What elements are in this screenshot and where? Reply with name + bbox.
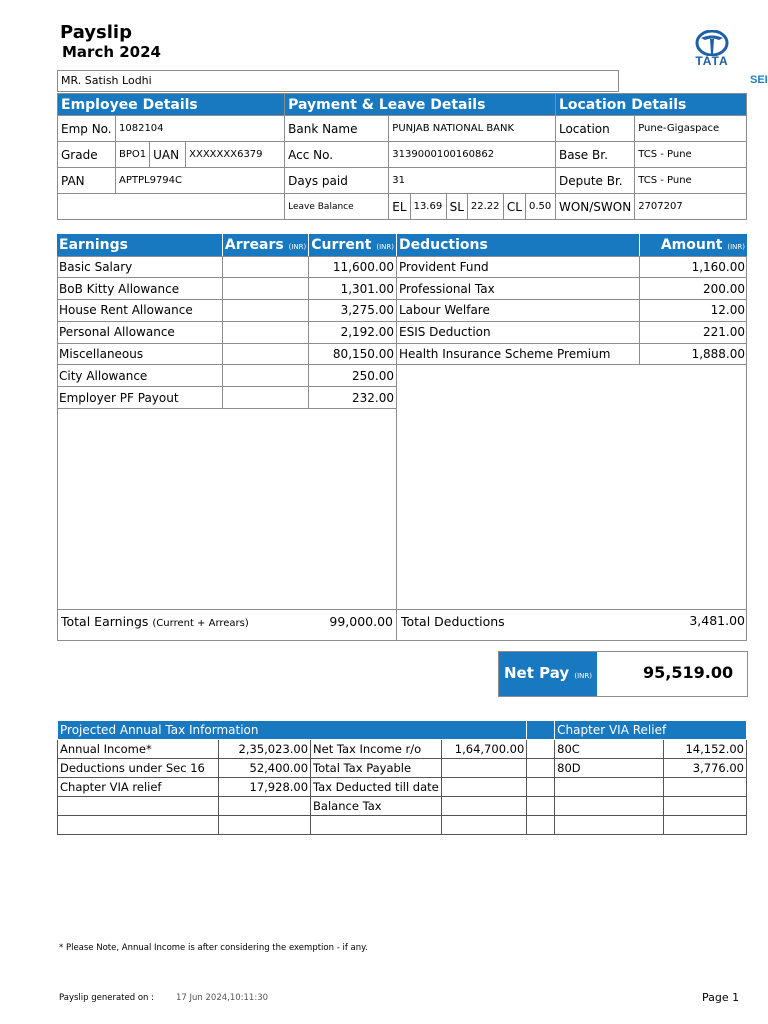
tax-info-header: Projected Annual Tax Information — [58, 721, 527, 740]
acc-no-value: 3139000100160862 — [389, 142, 556, 168]
cl-label: CL — [503, 194, 525, 220]
net-pay-box — [498, 651, 748, 697]
table-row — [58, 816, 747, 835]
earnings-table — [57, 234, 397, 409]
days-paid-value: 31 — [389, 168, 556, 194]
employee-name: MR. Satish Lodhi — [61, 74, 152, 87]
generated-timestamp: 17 Jun 2024,10:11:30 — [176, 993, 269, 1003]
emp-no-label: Emp No. — [58, 116, 116, 142]
page-title: Payslip — [60, 22, 132, 43]
earnings-header: Earnings — [57, 234, 222, 256]
arrears-header: Arrears (INR) — [222, 234, 308, 256]
table-row: BoB Kitty Allowance 1,301.00 — [57, 278, 397, 300]
bank-name-label: Bank Name — [285, 116, 389, 142]
table-row: Basic Salary 11,600.00 — [57, 256, 397, 278]
emp-no-value: 1082104 — [116, 116, 285, 142]
chapter-via-header: Chapter VIA Relief — [555, 721, 747, 740]
amount-header: Amount (INR) — [639, 234, 747, 256]
won-value: 2707207 — [635, 194, 747, 220]
side-text: SEI — [750, 74, 768, 86]
el-label: EL — [389, 194, 410, 220]
empty-cell — [58, 194, 285, 220]
table-row: Chapter VIA relief 17,928.00 Tax Deducted till date — [58, 778, 747, 797]
total-earnings-label: Total Earnings (Current + Arrears) — [61, 614, 249, 629]
table-row: Health Insurance Scheme Premium 1,888.00 — [397, 343, 747, 365]
total-deductions-value: 3,481.00 — [689, 613, 745, 628]
page-number: Page 1 — [702, 991, 740, 1004]
tata-logo — [686, 30, 738, 70]
table-row: Personal Allowance 2,192.00 — [57, 321, 397, 343]
grade-value: BPO1 — [116, 142, 150, 168]
deductions-table — [397, 234, 747, 365]
employee-details-header: Employee Details — [58, 94, 285, 116]
depute-branch-value: TCS - Pune — [635, 168, 747, 194]
empty-header-cell — [527, 721, 555, 740]
table-row: Balance Tax — [58, 797, 747, 816]
days-paid-label: Days paid — [285, 168, 389, 194]
current-header: Current (INR) — [309, 234, 397, 256]
location-value: Pune-Gigaspace — [635, 116, 747, 142]
el-value: 13.69 — [410, 194, 446, 220]
bank-name-value: PUNJAB NATIONAL BANK — [389, 116, 556, 142]
sl-value: 22.22 — [467, 194, 503, 220]
table-row: Employer PF Payout 232.00 — [57, 387, 397, 409]
table-row: Miscellaneous 80,150.00 — [57, 343, 397, 365]
generated-label: Payslip generated on : — [59, 993, 154, 1003]
uan-value: XXXXXXX6379 — [186, 142, 285, 168]
total-earnings-value: 99,000.00 — [329, 614, 393, 629]
location-label: Location — [555, 116, 634, 142]
net-pay-label: Net Pay (INR) — [504, 664, 593, 682]
net-pay-value: 95,519.00 — [643, 663, 734, 682]
net-pay-label-cell — [499, 652, 597, 696]
won-label: WON/SWON — [555, 194, 634, 220]
grade-label: Grade — [58, 142, 116, 168]
table-row: Annual Income* 2,35,023.00 Net Tax Income r/o 1,64,700.00 80C 14,152.00 — [58, 740, 747, 759]
pan-label: PAN — [58, 168, 116, 194]
acc-no-label: Acc No. — [285, 142, 389, 168]
base-branch-label: Base Br. — [555, 142, 634, 168]
base-branch-value: TCS - Pune — [635, 142, 747, 168]
totals-divider — [57, 609, 747, 610]
employee-name-box — [57, 70, 619, 92]
total-deductions-label: Total Deductions — [401, 614, 505, 629]
table-row: Labour Welfare 12.00 — [397, 300, 747, 322]
annual-income-note: * Please Note, Annual Income is after considering the exemption - if any. — [59, 943, 368, 953]
pan-value: APTPL9794C — [116, 168, 285, 194]
table-row: House Rent Allowance 3,275.00 — [57, 300, 397, 322]
pay-period: March 2024 — [62, 43, 161, 61]
depute-branch-label: Depute Br. — [555, 168, 634, 194]
sl-label: SL — [446, 194, 467, 220]
tax-info-table — [57, 720, 747, 835]
table-row: City Allowance 250.00 — [57, 365, 397, 387]
employee-details-table — [57, 93, 747, 220]
leave-balance-label: Leave Balance — [285, 194, 389, 220]
table-row: ESIS Deduction 221.00 — [397, 321, 747, 343]
table-row: Professional Tax 200.00 — [397, 278, 747, 300]
cl-value: 0.50 — [525, 194, 555, 220]
uan-label: UAN — [150, 142, 186, 168]
table-row: Provident Fund 1,160.00 — [397, 256, 747, 278]
deductions-header: Deductions — [397, 234, 639, 256]
payment-details-header: Payment & Leave Details — [285, 94, 556, 116]
location-details-header: Location Details — [555, 94, 746, 116]
tata-emblem-icon — [686, 30, 738, 56]
table-row: Deductions under Sec 16 52,400.00 Total Tax Payable 80D 3,776.00 — [58, 759, 747, 778]
logo-text: TATA — [695, 54, 729, 68]
